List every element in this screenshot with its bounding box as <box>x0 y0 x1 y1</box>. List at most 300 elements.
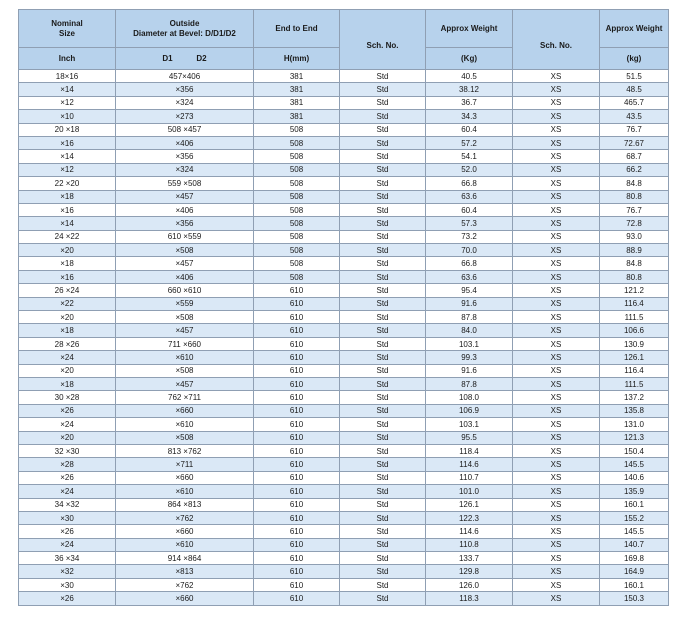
outside-diameter-cell: 914 ×864 <box>116 552 254 565</box>
sch-no-std-cell: Std <box>340 458 426 471</box>
nominal-size-cell: 18×16 <box>19 70 116 83</box>
table-row <box>19 552 669 565</box>
outside-diameter-cell: ×406 <box>116 270 254 283</box>
weight-xs-cell: 111.5 <box>600 311 669 324</box>
nominal-size-cell: ×20 <box>19 431 116 444</box>
table-row <box>19 257 669 270</box>
sch-no-xs-cell: XS <box>513 83 600 96</box>
weight-xs-cell: 84.8 <box>600 177 669 190</box>
header-approx-weight-std: Approx Weight <box>426 10 513 48</box>
table-row <box>19 391 669 404</box>
unit-d2: D2 <box>196 53 207 63</box>
header-outside-line1: Outside <box>169 18 200 28</box>
nominal-size-cell: ×10 <box>19 110 116 123</box>
weight-std-cell: 129.8 <box>426 565 513 578</box>
end-to-end-cell: 381 <box>254 83 340 96</box>
table-row <box>19 311 669 324</box>
table-row <box>19 351 669 364</box>
header-nominal-size-line1: Nominal <box>51 18 83 28</box>
weight-std-cell: 110.8 <box>426 538 513 551</box>
end-to-end-cell: 610 <box>254 311 340 324</box>
sch-no-xs-cell: XS <box>513 203 600 216</box>
nominal-size-cell: 34 ×32 <box>19 498 116 511</box>
weight-xs-cell: 140.6 <box>600 471 669 484</box>
weight-std-cell: 99.3 <box>426 351 513 364</box>
sch-no-std-cell: Std <box>340 337 426 350</box>
end-to-end-cell: 610 <box>254 592 340 605</box>
end-to-end-cell: 381 <box>254 110 340 123</box>
outside-diameter-cell: ×610 <box>116 351 254 364</box>
table-row <box>19 525 669 538</box>
weight-xs-cell: 68.7 <box>600 150 669 163</box>
outside-diameter-cell: ×406 <box>116 136 254 149</box>
table-row <box>19 123 669 136</box>
sch-no-xs-cell: XS <box>513 511 600 524</box>
nominal-size-cell: 32 ×30 <box>19 444 116 457</box>
table-row <box>19 565 669 578</box>
nominal-size-cell: 36 ×34 <box>19 552 116 565</box>
table-row <box>19 70 669 83</box>
nominal-size-cell: ×30 <box>19 511 116 524</box>
outside-diameter-cell: ×660 <box>116 525 254 538</box>
end-to-end-cell: 610 <box>254 458 340 471</box>
sch-no-std-cell: Std <box>340 244 426 257</box>
sch-no-std-cell: Std <box>340 418 426 431</box>
table-row <box>19 444 669 457</box>
sch-no-std-cell: Std <box>340 377 426 390</box>
table-row <box>19 270 669 283</box>
outside-diameter-cell: 457×406 <box>116 70 254 83</box>
end-to-end-cell: 610 <box>254 538 340 551</box>
outside-diameter-cell: 508 ×457 <box>116 123 254 136</box>
sch-no-std-cell: Std <box>340 270 426 283</box>
outside-diameter-cell: ×660 <box>116 471 254 484</box>
header-sch-no-std: Sch. No. <box>340 10 426 70</box>
end-to-end-cell: 508 <box>254 177 340 190</box>
table-row <box>19 538 669 551</box>
sch-no-std-cell: Std <box>340 431 426 444</box>
weight-std-cell: 91.6 <box>426 364 513 377</box>
weight-std-cell: 60.4 <box>426 203 513 216</box>
nominal-size-cell: ×14 <box>19 83 116 96</box>
table-row <box>19 177 669 190</box>
sch-no-xs-cell: XS <box>513 150 600 163</box>
weight-xs-cell: 155.2 <box>600 511 669 524</box>
weight-std-cell: 114.6 <box>426 525 513 538</box>
table-row <box>19 458 669 471</box>
sch-no-xs-cell: XS <box>513 270 600 283</box>
unit-d1-d2 <box>116 48 254 70</box>
end-to-end-cell: 610 <box>254 578 340 591</box>
end-to-end-cell: 610 <box>254 552 340 565</box>
nominal-size-cell: ×16 <box>19 136 116 149</box>
end-to-end-cell: 508 <box>254 270 340 283</box>
end-to-end-cell: 508 <box>254 163 340 176</box>
nominal-size-cell: ×28 <box>19 458 116 471</box>
sch-no-xs-cell: XS <box>513 110 600 123</box>
sch-no-xs-cell: XS <box>513 351 600 364</box>
weight-xs-cell: 121.3 <box>600 431 669 444</box>
sch-no-xs-cell: XS <box>513 96 600 109</box>
weight-xs-cell: 137.2 <box>600 391 669 404</box>
table-row <box>19 297 669 310</box>
sch-no-xs-cell: XS <box>513 244 600 257</box>
nominal-size-cell: ×18 <box>19 257 116 270</box>
end-to-end-cell: 508 <box>254 190 340 203</box>
weight-std-cell: 73.2 <box>426 230 513 243</box>
end-to-end-cell: 610 <box>254 565 340 578</box>
table-row <box>19 404 669 417</box>
sch-no-std-cell: Std <box>340 230 426 243</box>
weight-std-cell: 70.0 <box>426 244 513 257</box>
sch-no-xs-cell: XS <box>513 190 600 203</box>
outside-diameter-cell: ×508 <box>116 431 254 444</box>
table-row <box>19 244 669 257</box>
outside-diameter-cell: ×457 <box>116 324 254 337</box>
table-row <box>19 136 669 149</box>
sch-no-std-cell: Std <box>340 444 426 457</box>
end-to-end-cell: 508 <box>254 123 340 136</box>
weight-std-cell: 66.8 <box>426 177 513 190</box>
sch-no-std-cell: Std <box>340 404 426 417</box>
unit-h-mm: H(mm) <box>254 48 340 70</box>
weight-xs-cell: 465.7 <box>600 96 669 109</box>
table-row <box>19 324 669 337</box>
weight-std-cell: 95.4 <box>426 284 513 297</box>
sch-no-std-cell: Std <box>340 552 426 565</box>
nominal-size-cell: ×14 <box>19 217 116 230</box>
weight-xs-cell: 150.4 <box>600 444 669 457</box>
sch-no-xs-cell: XS <box>513 163 600 176</box>
sch-no-std-cell: Std <box>340 565 426 578</box>
weight-std-cell: 91.6 <box>426 297 513 310</box>
end-to-end-cell: 508 <box>254 257 340 270</box>
outside-diameter-cell: ×610 <box>116 485 254 498</box>
outside-diameter-cell: ×660 <box>116 404 254 417</box>
sch-no-std-cell: Std <box>340 471 426 484</box>
sch-no-std-cell: Std <box>340 578 426 591</box>
weight-xs-cell: 48.5 <box>600 83 669 96</box>
unit-d1: D1 <box>162 53 173 63</box>
outside-diameter-cell: 660 ×610 <box>116 284 254 297</box>
weight-xs-cell: 121.2 <box>600 284 669 297</box>
nominal-size-cell: 28 ×26 <box>19 337 116 350</box>
sch-no-std-cell: Std <box>340 311 426 324</box>
sch-no-xs-cell: XS <box>513 578 600 591</box>
outside-diameter-cell: ×356 <box>116 217 254 230</box>
weight-xs-cell: 145.5 <box>600 525 669 538</box>
nominal-size-cell: ×26 <box>19 471 116 484</box>
weight-std-cell: 87.8 <box>426 377 513 390</box>
sch-no-xs-cell: XS <box>513 431 600 444</box>
sch-no-xs-cell: XS <box>513 471 600 484</box>
sch-no-std-cell: Std <box>340 364 426 377</box>
weight-std-cell: 36.7 <box>426 96 513 109</box>
sch-no-xs-cell: XS <box>513 418 600 431</box>
outside-diameter-cell: ×660 <box>116 592 254 605</box>
weight-std-cell: 133.7 <box>426 552 513 565</box>
outside-diameter-cell: 610 ×559 <box>116 230 254 243</box>
nominal-size-cell: 22 ×20 <box>19 177 116 190</box>
sch-no-xs-cell: XS <box>513 404 600 417</box>
nominal-size-cell: ×26 <box>19 592 116 605</box>
outside-diameter-cell: ×457 <box>116 190 254 203</box>
sch-no-xs-cell: XS <box>513 364 600 377</box>
sch-no-std-cell: Std <box>340 123 426 136</box>
table-row <box>19 377 669 390</box>
nominal-size-cell: ×26 <box>19 525 116 538</box>
sch-no-xs-cell: XS <box>513 297 600 310</box>
sch-no-std-cell: Std <box>340 163 426 176</box>
outside-diameter-cell: 762 ×711 <box>116 391 254 404</box>
nominal-size-cell: ×24 <box>19 538 116 551</box>
outside-diameter-cell: ×762 <box>116 578 254 591</box>
outside-diameter-cell: ×273 <box>116 110 254 123</box>
header-end-to-end: End to End <box>254 10 340 48</box>
end-to-end-cell: 610 <box>254 351 340 364</box>
header-approx-weight-xs: Approx Weight <box>600 10 669 48</box>
sch-no-std-cell: Std <box>340 391 426 404</box>
nominal-size-cell: 24 ×22 <box>19 230 116 243</box>
sch-no-xs-cell: XS <box>513 123 600 136</box>
weight-std-cell: 60.4 <box>426 123 513 136</box>
end-to-end-cell: 610 <box>254 498 340 511</box>
nominal-size-cell: ×18 <box>19 324 116 337</box>
unit-kg-xs: (kg) <box>600 48 669 70</box>
table-row <box>19 230 669 243</box>
sch-no-xs-cell: XS <box>513 498 600 511</box>
outside-diameter-cell: ×711 <box>116 458 254 471</box>
sch-no-xs-cell: XS <box>513 377 600 390</box>
sch-no-std-cell: Std <box>340 177 426 190</box>
sch-no-std-cell: Std <box>340 217 426 230</box>
table-body <box>19 70 669 606</box>
outside-diameter-cell: ×356 <box>116 83 254 96</box>
table-row <box>19 150 669 163</box>
weight-std-cell: 40.5 <box>426 70 513 83</box>
weight-xs-cell: 135.8 <box>600 404 669 417</box>
weight-std-cell: 57.3 <box>426 217 513 230</box>
table-header <box>19 10 669 70</box>
end-to-end-cell: 508 <box>254 230 340 243</box>
outside-diameter-cell: ×610 <box>116 418 254 431</box>
unit-inch: Inch <box>19 48 116 70</box>
nominal-size-cell: ×32 <box>19 565 116 578</box>
weight-xs-cell: 131.0 <box>600 418 669 431</box>
weight-xs-cell: 135.9 <box>600 485 669 498</box>
nominal-size-cell: ×16 <box>19 203 116 216</box>
nominal-size-cell: 26 ×24 <box>19 284 116 297</box>
end-to-end-cell: 610 <box>254 324 340 337</box>
weight-std-cell: 126.0 <box>426 578 513 591</box>
weight-xs-cell: 130.9 <box>600 337 669 350</box>
weight-std-cell: 54.1 <box>426 150 513 163</box>
weight-xs-cell: 51.5 <box>600 70 669 83</box>
weight-std-cell: 57.2 <box>426 136 513 149</box>
table-row <box>19 592 669 605</box>
table-row <box>19 163 669 176</box>
outside-diameter-cell: ×559 <box>116 297 254 310</box>
sch-no-xs-cell: XS <box>513 444 600 457</box>
sch-no-std-cell: Std <box>340 498 426 511</box>
sch-no-xs-cell: XS <box>513 525 600 538</box>
nominal-size-cell: ×16 <box>19 270 116 283</box>
table-row <box>19 498 669 511</box>
weight-std-cell: 110.7 <box>426 471 513 484</box>
sch-no-std-cell: Std <box>340 284 426 297</box>
table-row <box>19 485 669 498</box>
weight-std-cell: 103.1 <box>426 418 513 431</box>
header-nominal-size-line2: Size <box>58 28 75 38</box>
outside-diameter-cell: ×406 <box>116 203 254 216</box>
outside-diameter-cell: ×356 <box>116 150 254 163</box>
header-row-titles <box>19 10 669 48</box>
sch-no-xs-cell: XS <box>513 177 600 190</box>
weight-xs-cell: 145.5 <box>600 458 669 471</box>
sch-no-xs-cell: XS <box>513 70 600 83</box>
sch-no-xs-cell: XS <box>513 311 600 324</box>
sch-no-xs-cell: XS <box>513 458 600 471</box>
table-row <box>19 364 669 377</box>
weight-xs-cell: 93.0 <box>600 230 669 243</box>
sch-no-std-cell: Std <box>340 297 426 310</box>
sch-no-std-cell: Std <box>340 190 426 203</box>
sch-no-std-cell: Std <box>340 150 426 163</box>
weight-xs-cell: 111.5 <box>600 377 669 390</box>
end-to-end-cell: 610 <box>254 364 340 377</box>
table-row <box>19 578 669 591</box>
sch-no-xs-cell: XS <box>513 136 600 149</box>
weight-std-cell: 114.6 <box>426 458 513 471</box>
weight-xs-cell: 150.3 <box>600 592 669 605</box>
nominal-size-cell: ×20 <box>19 244 116 257</box>
sch-no-xs-cell: XS <box>513 324 600 337</box>
weight-xs-cell: 140.7 <box>600 538 669 551</box>
header-outside-diameter <box>116 10 254 48</box>
header-nominal-size <box>19 10 116 48</box>
weight-xs-cell: 66.2 <box>600 163 669 176</box>
weight-std-cell: 63.6 <box>426 190 513 203</box>
weight-xs-cell: 80.8 <box>600 270 669 283</box>
sch-no-xs-cell: XS <box>513 230 600 243</box>
end-to-end-cell: 610 <box>254 525 340 538</box>
sch-no-std-cell: Std <box>340 485 426 498</box>
weight-std-cell: 52.0 <box>426 163 513 176</box>
nominal-size-cell: ×12 <box>19 96 116 109</box>
sch-no-std-cell: Std <box>340 83 426 96</box>
sch-no-xs-cell: XS <box>513 592 600 605</box>
outside-diameter-cell: 864 ×813 <box>116 498 254 511</box>
nominal-size-cell: ×24 <box>19 418 116 431</box>
sch-no-std-cell: Std <box>340 525 426 538</box>
end-to-end-cell: 610 <box>254 511 340 524</box>
weight-std-cell: 106.9 <box>426 404 513 417</box>
end-to-end-cell: 610 <box>254 418 340 431</box>
sch-no-xs-cell: XS <box>513 337 600 350</box>
sch-no-xs-cell: XS <box>513 552 600 565</box>
end-to-end-cell: 610 <box>254 391 340 404</box>
weight-std-cell: 95.5 <box>426 431 513 444</box>
sch-no-std-cell: Std <box>340 70 426 83</box>
end-to-end-cell: 508 <box>254 136 340 149</box>
end-to-end-cell: 610 <box>254 444 340 457</box>
weight-std-cell: 118.4 <box>426 444 513 457</box>
weight-xs-cell: 80.8 <box>600 190 669 203</box>
end-to-end-cell: 508 <box>254 244 340 257</box>
end-to-end-cell: 610 <box>254 404 340 417</box>
sch-no-xs-cell: XS <box>513 485 600 498</box>
nominal-size-cell: ×14 <box>19 150 116 163</box>
sch-no-std-cell: Std <box>340 257 426 270</box>
end-to-end-cell: 610 <box>254 377 340 390</box>
end-to-end-cell: 610 <box>254 485 340 498</box>
table-row <box>19 418 669 431</box>
unit-kg-std: (Kg) <box>426 48 513 70</box>
outside-diameter-cell: 559 ×508 <box>116 177 254 190</box>
nominal-size-cell: ×18 <box>19 377 116 390</box>
weight-xs-cell: 116.4 <box>600 364 669 377</box>
end-to-end-cell: 508 <box>254 217 340 230</box>
table-row <box>19 471 669 484</box>
sch-no-xs-cell: XS <box>513 565 600 578</box>
outside-diameter-cell: ×508 <box>116 244 254 257</box>
nominal-size-cell: 20 ×18 <box>19 123 116 136</box>
nominal-size-cell: 30 ×28 <box>19 391 116 404</box>
sch-no-std-cell: Std <box>340 538 426 551</box>
end-to-end-cell: 381 <box>254 70 340 83</box>
weight-xs-cell: 88.9 <box>600 244 669 257</box>
table-row <box>19 96 669 109</box>
nominal-size-cell: ×24 <box>19 485 116 498</box>
reducer-dimension-table-container <box>18 9 668 606</box>
weight-xs-cell: 43.5 <box>600 110 669 123</box>
weight-xs-cell: 164.9 <box>600 565 669 578</box>
outside-diameter-cell: ×813 <box>116 565 254 578</box>
nominal-size-cell: ×18 <box>19 190 116 203</box>
outside-diameter-cell: ×457 <box>116 257 254 270</box>
weight-xs-cell: 169.8 <box>600 552 669 565</box>
table-row <box>19 190 669 203</box>
weight-xs-cell: 106.6 <box>600 324 669 337</box>
sch-no-std-cell: Std <box>340 203 426 216</box>
end-to-end-cell: 508 <box>254 150 340 163</box>
end-to-end-cell: 610 <box>254 471 340 484</box>
reducer-dimension-table <box>18 9 669 606</box>
sch-no-xs-cell: XS <box>513 391 600 404</box>
outside-diameter-cell: 711 ×660 <box>116 337 254 350</box>
sch-no-std-cell: Std <box>340 511 426 524</box>
table-row <box>19 431 669 444</box>
sch-no-std-cell: Std <box>340 351 426 364</box>
table-row <box>19 217 669 230</box>
weight-std-cell: 118.3 <box>426 592 513 605</box>
nominal-size-cell: ×30 <box>19 578 116 591</box>
weight-std-cell: 101.0 <box>426 485 513 498</box>
weight-std-cell: 126.1 <box>426 498 513 511</box>
weight-xs-cell: 76.7 <box>600 123 669 136</box>
weight-xs-cell: 72.67 <box>600 136 669 149</box>
outside-diameter-cell: ×324 <box>116 96 254 109</box>
nominal-size-cell: ×12 <box>19 163 116 176</box>
weight-xs-cell: 84.8 <box>600 257 669 270</box>
end-to-end-cell: 610 <box>254 431 340 444</box>
weight-xs-cell: 126.1 <box>600 351 669 364</box>
sch-no-std-cell: Std <box>340 110 426 123</box>
weight-xs-cell: 160.1 <box>600 498 669 511</box>
nominal-size-cell: ×24 <box>19 351 116 364</box>
outside-diameter-cell: ×508 <box>116 364 254 377</box>
sch-no-xs-cell: XS <box>513 257 600 270</box>
